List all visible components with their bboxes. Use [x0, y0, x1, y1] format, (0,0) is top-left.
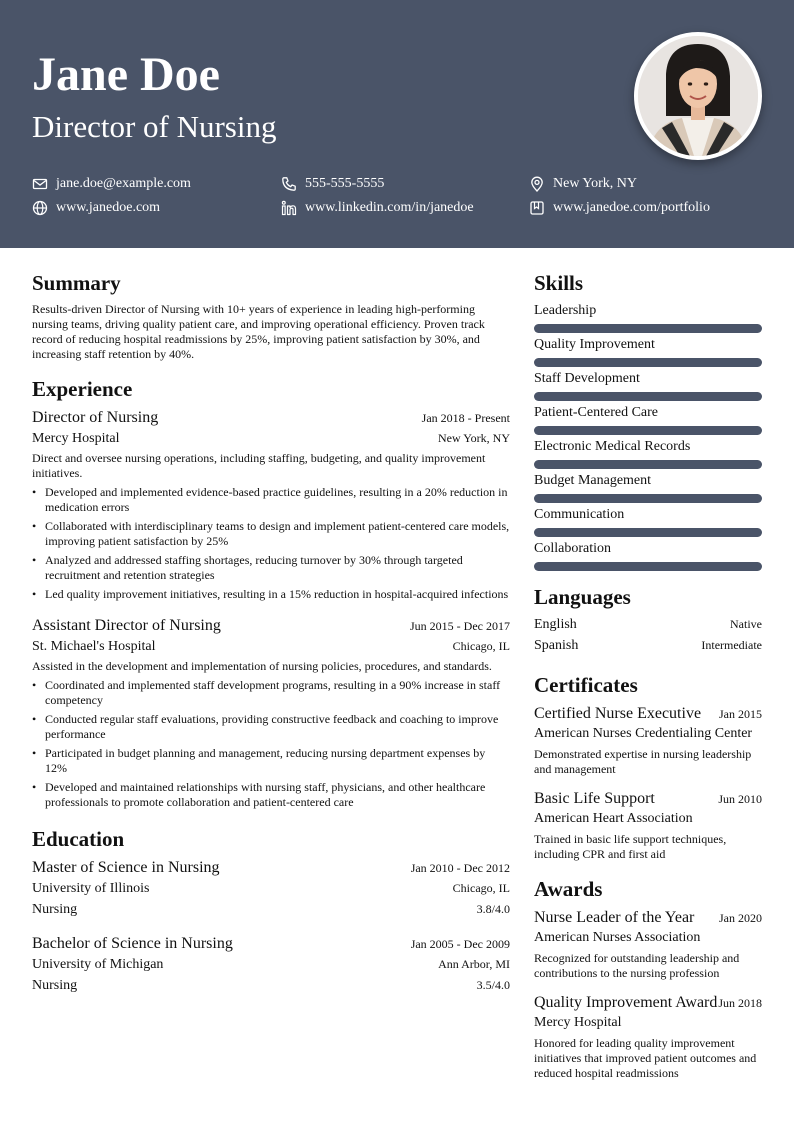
- skill-name: Quality Improvement: [534, 337, 655, 352]
- language-item: [534, 614, 762, 635]
- experience-location: New York, NY: [437, 431, 510, 445]
- award-date: Jun 2018: [718, 996, 762, 1010]
- contact-email[interactable]: [32, 175, 191, 193]
- contact-portfolio[interactable]: [529, 199, 710, 217]
- candidate-name: Jane Doe: [32, 48, 220, 101]
- bullet-item: • Analyzed and addressed staffing shortages, reducing turnover by 30% through targeted recruitment and retention strategies: [32, 553, 510, 583]
- skills-list: [534, 302, 762, 571]
- right-column: [534, 270, 762, 1081]
- awards-heading: Awards: [534, 877, 603, 901]
- experience-dates: Jun 2015 - Dec 2017: [410, 619, 510, 633]
- experience-description: Assisted in the development and implementation of nursing policies, procedures, and standards.: [32, 659, 492, 673]
- education-gpa: 3.5/4.0: [476, 978, 510, 992]
- certificates-section: [534, 672, 762, 862]
- contact-linkedin[interactable]: [281, 199, 474, 217]
- contact-location: [529, 175, 637, 193]
- certificate-date: Jan 2015: [719, 707, 762, 721]
- languages-heading: Languages: [534, 585, 631, 609]
- skill-name: Budget Management: [534, 473, 652, 488]
- contact-linkedin-text: www.linkedin.com/in/janedoe: [305, 200, 474, 215]
- certificate-description: Trained in basic life support techniques, including CPR and first aid: [534, 832, 727, 861]
- profile-photo: [634, 32, 762, 160]
- skill-name: Staff Development: [534, 371, 640, 386]
- award-entry: [534, 908, 762, 981]
- bullet-item: • Led quality improvement initiatives, resulting in a 15% reduction in hospital-acquired infections: [32, 587, 510, 602]
- skills-section: [534, 270, 762, 571]
- contact-website[interactable]: [32, 199, 160, 217]
- skill-bar: [534, 494, 762, 503]
- education-field: Nursing: [32, 902, 78, 917]
- certificate-date: Jun 2010: [718, 792, 762, 806]
- skill-bar: [534, 324, 762, 333]
- contact-portfolio-text: www.janedoe.com/portfolio: [553, 200, 710, 215]
- contact-website-text: www.janedoe.com: [56, 200, 161, 215]
- skill-bar: [534, 460, 762, 469]
- education-dates: Jan 2010 - Dec 2012: [410, 861, 510, 875]
- portfolio-icon: [529, 200, 545, 216]
- education-location: Ann Arbor, MI: [438, 957, 510, 971]
- profile-photo-illustration: [638, 36, 758, 156]
- experience-bullets: [32, 485, 510, 602]
- education-gpa: 3.8/4.0: [476, 902, 510, 916]
- summary-heading: Summary: [32, 271, 121, 295]
- education-heading: Education: [32, 827, 125, 851]
- skill-name: Collaboration: [534, 541, 611, 556]
- skill-bar: [534, 528, 762, 537]
- experience-heading: Experience: [32, 377, 133, 401]
- education-degree: Bachelor of Science in Nursing: [32, 935, 233, 952]
- bullet-item: • Collaborated with interdisciplinary teams to design and implement patient-centered care models, improving patient satisfaction by 25%: [32, 519, 510, 549]
- certificate-issuer: American Heart Association: [534, 811, 693, 826]
- experience-dates: Jan 2018 - Present: [421, 411, 510, 425]
- skill-bar: [534, 392, 762, 401]
- certificate-entry: [534, 704, 762, 777]
- left-column: [32, 270, 510, 996]
- resume-header: [0, 0, 794, 248]
- skills-heading: Skills: [534, 271, 584, 295]
- award-description: Recognized for outstanding leadership and contributions to the nursing profession: [534, 951, 740, 980]
- contact-phone[interactable]: [281, 175, 384, 193]
- education-school: University of Michigan: [32, 957, 164, 972]
- award-entry: [534, 993, 762, 1081]
- phone-icon: [281, 176, 297, 192]
- certificate-name: Basic Life Support: [534, 790, 655, 807]
- award-name: Quality Improvement Award: [534, 994, 718, 1011]
- experience-org: St. Michael's Hospital: [32, 639, 156, 654]
- skill-bar: [534, 358, 762, 367]
- skill-name: Electronic Medical Records: [534, 439, 691, 454]
- summary-text: Results-driven Director of Nursing with 10+ years of experience in leading high-performing nursing teams, driving quality patient care, and improving operational efficiency. Proven track record of reducing hospital readmissions by 25%, improving patient satisfaction by 30%, and increasing staff retention by 40%.: [32, 302, 485, 361]
- education-field: Nursing: [32, 978, 78, 993]
- languages-list: [534, 614, 762, 656]
- certificate-description: Demonstrated expertise in nursing leadership and management: [534, 747, 752, 776]
- bullet-item: • Developed and implemented evidence-based practice guidelines, resulting in a 20% reduction in medication errors: [32, 485, 510, 515]
- certificate-name: Certified Nurse Executive: [534, 705, 702, 722]
- education-entry: [32, 934, 510, 996]
- skill-name: Communication: [534, 507, 625, 522]
- education-entry: [32, 858, 510, 920]
- linkedin-icon: [281, 200, 297, 216]
- languages-section: [534, 584, 762, 656]
- contact-location-text: New York, NY: [553, 176, 638, 191]
- bullet-item: • Coordinated and implemented staff development programs, resulting in a 90% increase in staff competency: [32, 678, 510, 708]
- globe-icon: [32, 200, 48, 216]
- awards-section: [534, 876, 762, 1081]
- mail-icon: [32, 176, 48, 192]
- skill-name: Leadership: [534, 303, 597, 318]
- skill-name: Patient-Centered Care: [534, 405, 659, 420]
- experience-location: Chicago, IL: [452, 639, 510, 653]
- contact-phone-text: 555-555-5555: [305, 176, 385, 191]
- education-dates: Jan 2005 - Dec 2009: [410, 937, 510, 951]
- award-description: Honored for leading quality improvement initiatives that improved patient outcomes and reduced hospital readmissions: [534, 1036, 757, 1080]
- location-icon: [529, 176, 545, 192]
- education-location: Chicago, IL: [452, 881, 510, 895]
- language-name: Spanish: [534, 638, 579, 653]
- award-date: Jan 2020: [719, 911, 762, 925]
- language-level: Native: [730, 617, 762, 631]
- award-issuer: American Nurses Association: [534, 930, 701, 945]
- education-school: University of Illinois: [32, 881, 150, 896]
- bullet-item: • Conducted regular staff evaluations, providing constructive feedback and coaching to improve performance: [32, 712, 510, 742]
- language-item: [534, 635, 762, 656]
- certificate-issuer: American Nurses Credentialing Center: [534, 726, 753, 741]
- job-title: Director of Nursing: [32, 109, 277, 144]
- education-section: [32, 826, 510, 996]
- experience-bullets: [32, 678, 510, 810]
- bullet-item: • Participated in budget planning and management, reducing nursing department expenses by 12%: [32, 746, 510, 776]
- language-name: English: [534, 617, 577, 632]
- experience-org: Mercy Hospital: [32, 431, 120, 446]
- experience-entry: [32, 616, 510, 810]
- experience-role: Assistant Director of Nursing: [32, 617, 221, 634]
- skill-bar: [534, 562, 762, 571]
- certificate-entry: [534, 789, 762, 862]
- language-level: Intermediate: [701, 638, 762, 652]
- certificates-heading: Certificates: [534, 673, 638, 697]
- education-degree: Master of Science in Nursing: [32, 859, 220, 876]
- award-issuer: Mercy Hospital: [534, 1015, 622, 1030]
- summary-section: [32, 270, 510, 362]
- award-name: Nurse Leader of the Year: [534, 909, 695, 926]
- experience-description: Direct and oversee nursing operations, including staffing, budgeting, and quality improvement initiatives.: [32, 451, 486, 480]
- skill-bar: [534, 426, 762, 435]
- contact-email-text: jane.doe@example.com: [56, 176, 191, 191]
- experience-section: [32, 376, 510, 810]
- experience-entry: [32, 408, 510, 602]
- bullet-item: • Developed and maintained relationships with nursing staff, physicians, and other healthcare professionals to promote collaboration and patient-centered care: [32, 780, 510, 810]
- experience-role: Director of Nursing: [32, 409, 159, 426]
